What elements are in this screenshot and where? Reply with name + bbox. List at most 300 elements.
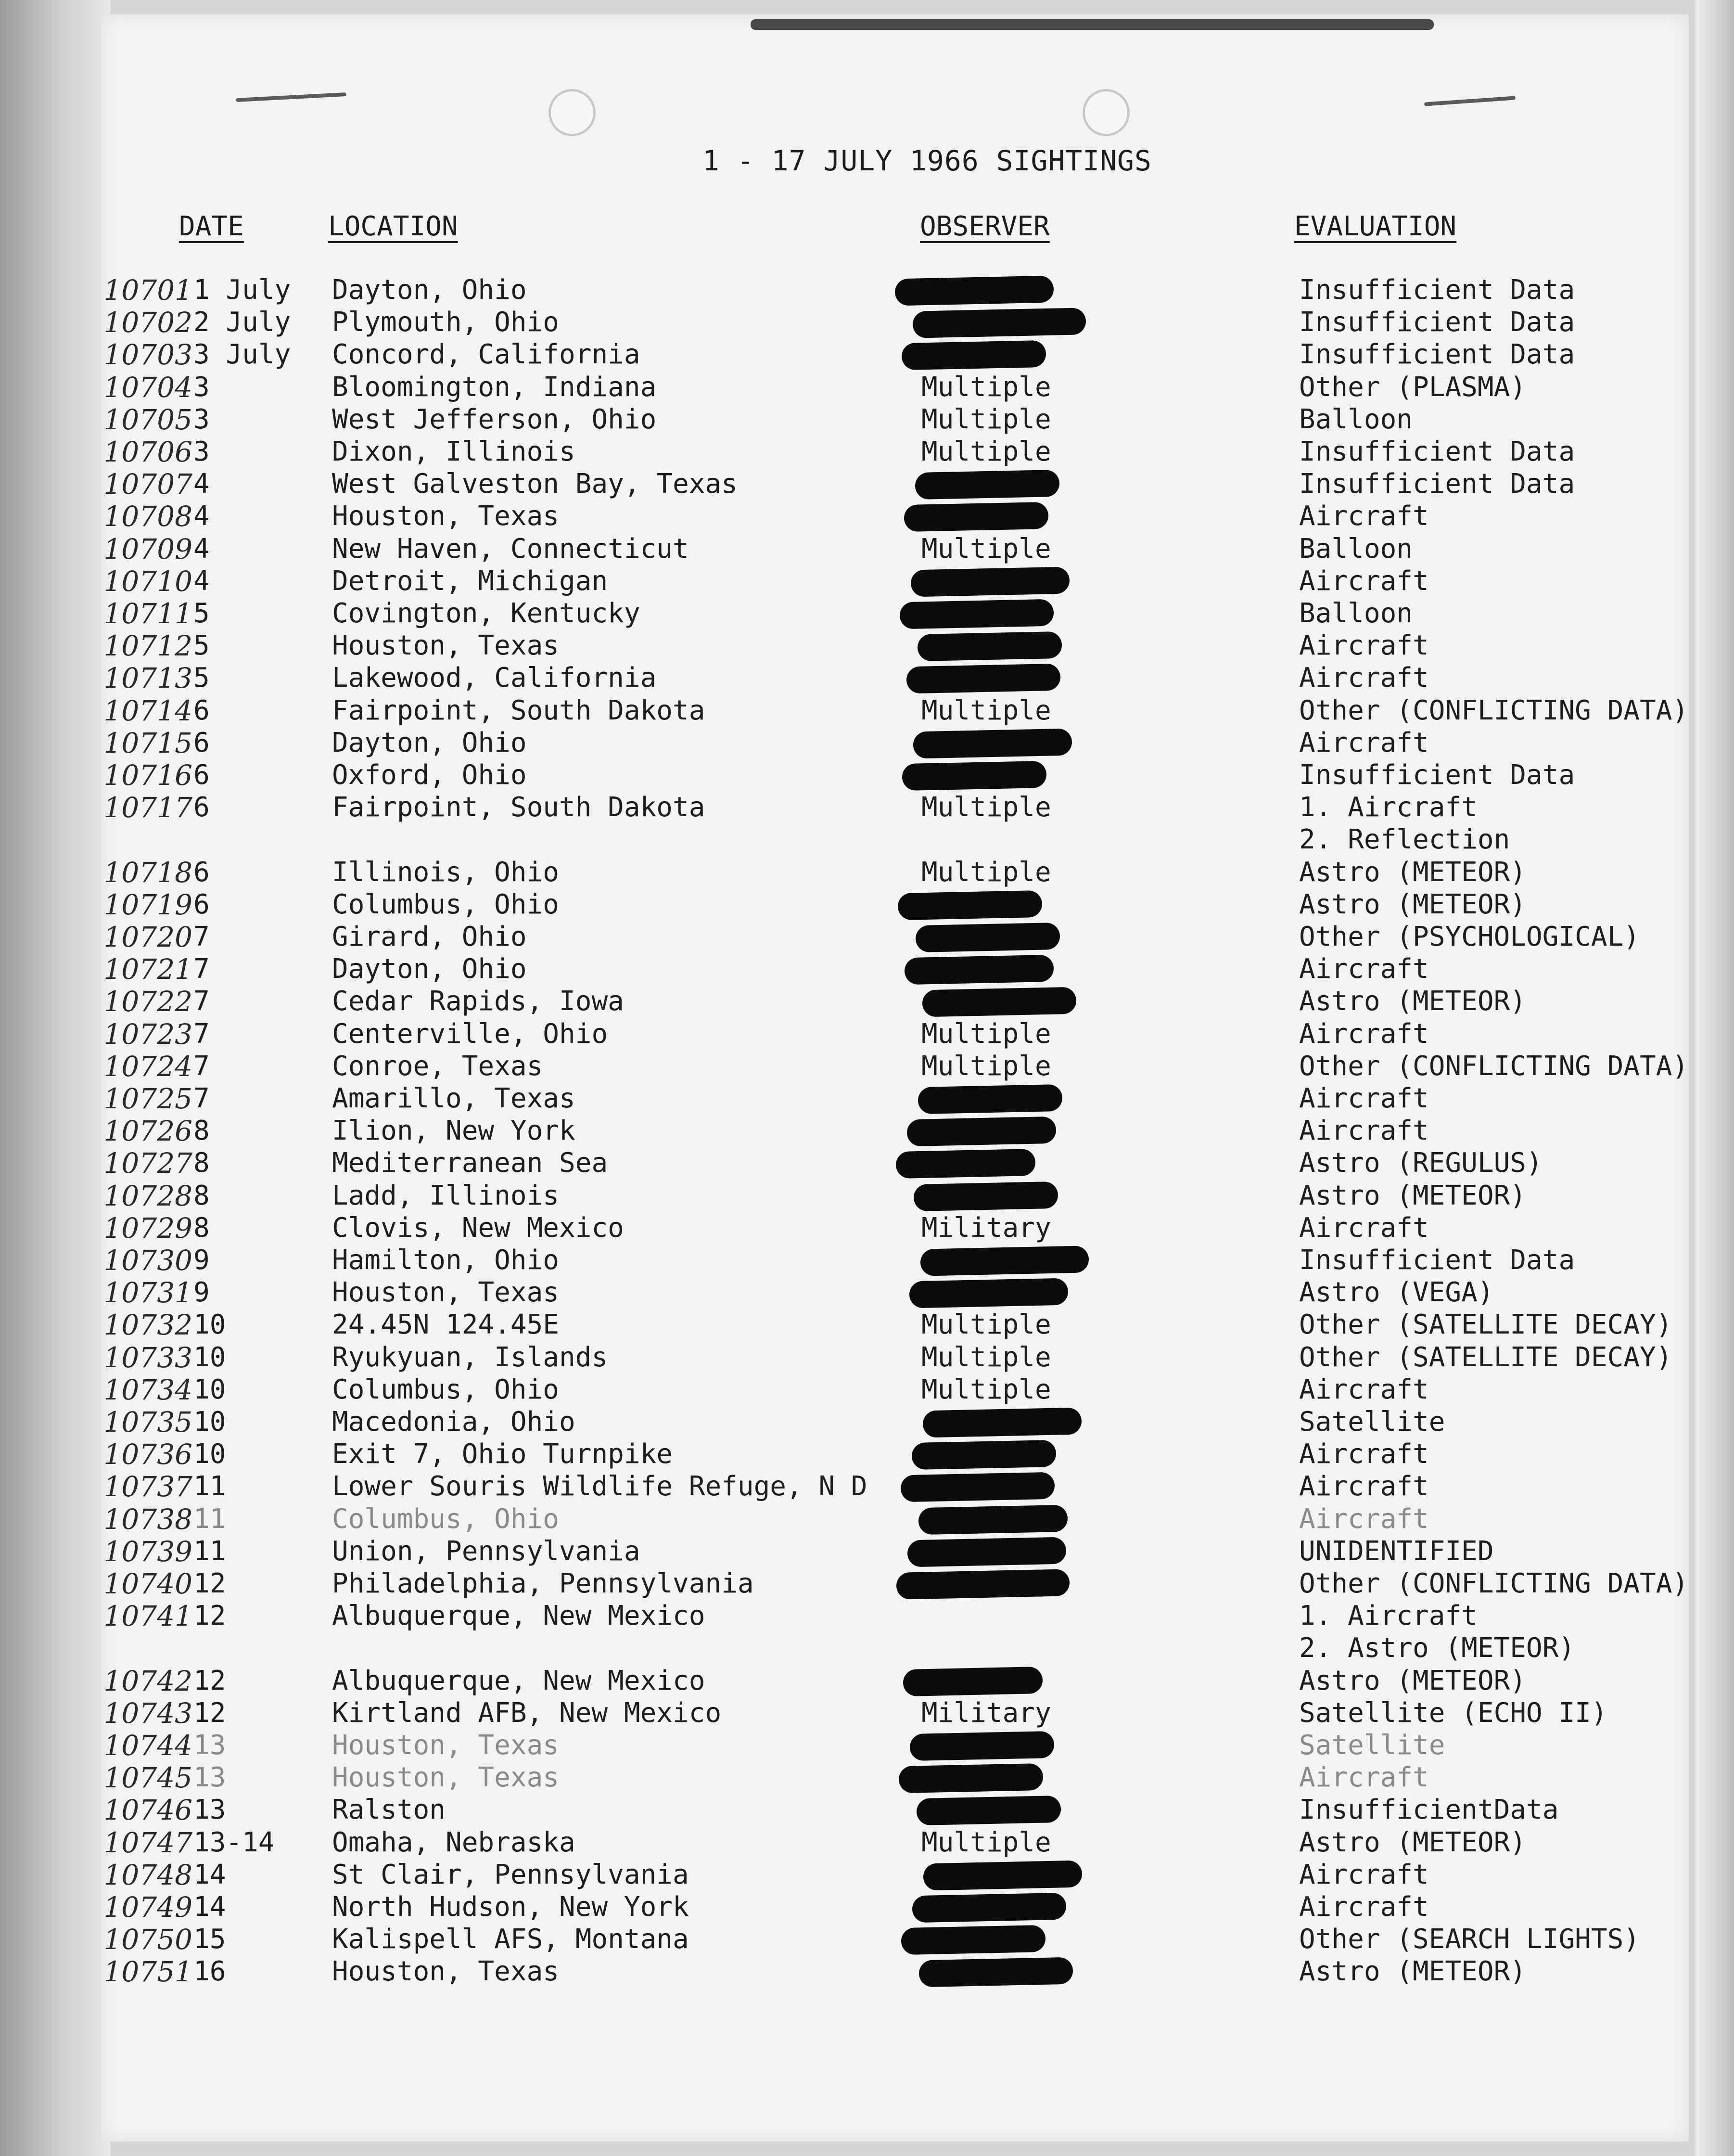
evaluation: Aircraft [1299, 1115, 1429, 1146]
table-row-continuation [0, 824, 1734, 856]
table-row [0, 1051, 1734, 1082]
evaluation: Astro (METEOR) [1299, 986, 1527, 1017]
redaction-mark [917, 631, 1062, 661]
table-row [0, 1471, 1734, 1502]
evaluation: Aircraft [1299, 565, 1429, 597]
evaluation: Astro (METEOR) [1299, 857, 1527, 888]
evaluation: 1. Aircraft [1299, 792, 1478, 823]
sighting-location: Albuquerque, New Mexico [332, 1600, 705, 1631]
evaluation: Insufficient Data [1299, 759, 1575, 791]
sighting-date: 5 [193, 662, 210, 693]
sighting-location: Concord, California [332, 339, 640, 370]
case-number: 10718 [103, 856, 192, 889]
case-number: 10702 [103, 306, 192, 339]
redaction-mark [920, 1245, 1089, 1276]
redaction-mark [913, 729, 1072, 759]
sighting-date: 7 [193, 1051, 210, 1082]
redaction-mark [903, 1667, 1043, 1696]
case-number: 10713 [103, 662, 192, 694]
case-number: 10724 [103, 1050, 192, 1083]
case-number: 10728 [103, 1180, 192, 1212]
table-row [0, 662, 1734, 694]
sighting-date: 6 [193, 695, 210, 726]
table-row-continuation [0, 1632, 1734, 1664]
redaction-mark [915, 923, 1060, 952]
sighting-date: 10 [193, 1309, 226, 1340]
case-number: 10738 [103, 1503, 192, 1536]
evaluation: Insufficient Data [1299, 468, 1575, 500]
evaluation: Insufficient Data [1299, 1245, 1575, 1276]
case-number: 10742 [103, 1665, 192, 1697]
evaluation: Aircraft [1299, 1083, 1429, 1114]
sighting-location: West Jefferson, Ohio [332, 404, 657, 435]
redaction-mark [904, 502, 1048, 532]
redaction-mark [902, 761, 1046, 791]
sighting-date: 3 July [193, 339, 291, 370]
sighting-location: Dayton, Ohio [332, 727, 527, 758]
sighting-location: Union, Pennsylvania [332, 1536, 640, 1567]
sighting-date: 6 [193, 759, 210, 791]
observer-name: Multiple [921, 1309, 1051, 1340]
sighting-location: New Haven, Connecticut [332, 533, 689, 565]
redaction-mark [897, 890, 1042, 920]
table-row [0, 1665, 1734, 1697]
sighting-location: Dayton, Ohio [332, 274, 527, 306]
sighting-location: Plymouth, Ohio [332, 307, 560, 338]
evaluation-secondary: 2. Reflection [1299, 824, 1510, 855]
redaction-mark [915, 470, 1059, 500]
evaluation: InsufficientData [1299, 1794, 1559, 1825]
table-row [0, 436, 1734, 468]
sighting-date: 10 [193, 1342, 226, 1373]
case-number: 10723 [103, 1018, 192, 1051]
evaluation: Aircraft [1299, 1374, 1429, 1405]
case-number: 10708 [103, 500, 192, 533]
observer-name: Multiple [921, 404, 1051, 435]
evaluation: Other (CONFLICTING DATA) [1299, 1051, 1689, 1082]
case-number: 10725 [103, 1082, 192, 1115]
evaluation: Aircraft [1299, 1762, 1429, 1793]
redaction-mark [918, 1957, 1073, 1988]
table-row [0, 1147, 1734, 1179]
redaction-mark [922, 1408, 1082, 1438]
case-number: 10732 [103, 1309, 192, 1341]
case-number: 10707 [103, 468, 192, 500]
sighting-date: 6 [193, 857, 210, 888]
sighting-location: Ladd, Illinois [332, 1180, 560, 1211]
evaluation: Satellite [1299, 1730, 1445, 1761]
redaction-mark [898, 1763, 1043, 1793]
case-number: 10727 [103, 1147, 192, 1180]
sighting-date: 7 [193, 1018, 210, 1050]
redaction-mark [918, 1505, 1068, 1535]
table-row [0, 953, 1734, 985]
table-row [0, 1891, 1734, 1923]
sighting-location: Cedar Rapids, Iowa [332, 986, 624, 1017]
case-number: 10721 [103, 953, 192, 986]
evaluation: Aircraft [1299, 662, 1429, 693]
case-number: 10746 [103, 1794, 192, 1826]
table-row [0, 630, 1734, 662]
case-number: 10744 [103, 1729, 192, 1762]
sighting-date: 10 [193, 1438, 226, 1470]
table-row [0, 1180, 1734, 1212]
sighting-date: 13 [193, 1762, 226, 1793]
observer-name: Multiple [921, 857, 1051, 888]
case-number: 10710 [103, 565, 192, 598]
evaluation: Other (CONFLICTING DATA) [1299, 1568, 1689, 1599]
sighting-location: Columbus, Ohio [332, 1503, 560, 1535]
case-number: 10720 [103, 921, 192, 953]
evaluation: Balloon [1299, 533, 1413, 565]
sighting-date: 4 [193, 565, 210, 597]
redaction-mark [896, 1569, 1070, 1600]
case-number: 10735 [103, 1406, 192, 1438]
punch-hole-right [1083, 89, 1130, 136]
case-number: 10701 [103, 274, 192, 307]
redaction-mark [923, 1861, 1082, 1891]
sighting-location: Mediterranean Sea [332, 1147, 608, 1179]
redaction-mark [901, 1925, 1046, 1955]
table-row [0, 372, 1734, 403]
redaction-mark [900, 1472, 1055, 1502]
redaction-mark [911, 1440, 1056, 1470]
sighting-location: Girard, Ohio [332, 921, 527, 952]
evaluation: Aircraft [1299, 1212, 1429, 1244]
table-row [0, 1600, 1734, 1632]
evaluation: Astro (METEOR) [1299, 1665, 1527, 1696]
table-row [0, 500, 1734, 532]
case-number: 10711 [103, 597, 192, 630]
sighting-date: 9 [193, 1277, 210, 1308]
table-row [0, 1277, 1734, 1309]
evaluation: Other (PSYCHOLOGICAL) [1299, 921, 1640, 952]
sighting-location: Houston, Texas [332, 500, 560, 532]
evaluation: Other (SATELLITE DECAY) [1299, 1342, 1672, 1373]
sighting-location: Columbus, Ohio [332, 889, 560, 920]
sighting-date: 5 [193, 598, 210, 629]
sighting-location: Houston, Texas [332, 1277, 560, 1308]
evaluation: Aircraft [1299, 500, 1429, 532]
redaction-mark [912, 308, 1086, 338]
observer-name: Multiple [921, 533, 1051, 565]
evaluation: Aircraft [1299, 1438, 1429, 1470]
evaluation: Other (SATELLITE DECAY) [1299, 1309, 1672, 1340]
sighting-date: 4 [193, 468, 210, 500]
sighting-date: 6 [193, 889, 210, 920]
sighting-location: Dixon, Illinois [332, 436, 575, 467]
redaction-mark [907, 1537, 1066, 1567]
sighting-date: 3 [193, 436, 210, 467]
sighting-location: Clovis, New Mexico [332, 1212, 624, 1244]
table-row [0, 1342, 1734, 1373]
evaluation: Aircraft [1299, 1891, 1429, 1923]
sighting-date: 7 [193, 1083, 210, 1114]
evaluation: Aircraft [1299, 630, 1429, 661]
sighting-location: Fairpoint, South Dakota [332, 792, 705, 823]
redaction-mark [916, 1796, 1061, 1825]
case-number: 10715 [103, 727, 192, 759]
table-row [0, 565, 1734, 597]
redaction-mark [901, 340, 1046, 370]
table-row [0, 759, 1734, 791]
sighting-location: Lower Souris Wildlife Refuge, N D [332, 1471, 867, 1502]
column-header-observer: OBSERVER [920, 211, 1050, 242]
case-number: 10739 [103, 1535, 192, 1568]
evaluation: Balloon [1299, 404, 1413, 435]
sighting-location: Dayton, Ohio [332, 953, 527, 985]
sighting-date: 12 [193, 1568, 226, 1599]
observer-name: Multiple [921, 372, 1051, 403]
sighting-date: 9 [193, 1245, 210, 1276]
table-row [0, 727, 1734, 759]
scan-top-shadow [751, 19, 1434, 30]
table-row [0, 274, 1734, 306]
sighting-location: St Clair, Pennsylvania [332, 1859, 689, 1890]
table-row [0, 1956, 1734, 1988]
observer-name: Multiple [921, 695, 1051, 726]
redaction-mark [913, 1181, 1058, 1211]
table-row [0, 339, 1734, 371]
sighting-date: 11 [193, 1471, 226, 1502]
sighting-date: 7 [193, 921, 210, 952]
sighting-location: Detroit, Michigan [332, 565, 608, 597]
evaluation: Aircraft [1299, 953, 1429, 985]
sighting-date: 3 [193, 372, 210, 403]
redaction-mark [906, 664, 1060, 694]
table-row [0, 1730, 1734, 1761]
observer-name: Multiple [921, 1018, 1051, 1050]
sighting-location: Centerville, Ohio [332, 1018, 608, 1050]
case-number: 10704 [103, 371, 192, 404]
table-row [0, 598, 1734, 629]
case-number: 10733 [103, 1341, 192, 1374]
page-title: 1 - 17 JULY 1966 SIGHTINGS [702, 144, 1152, 177]
table-row [0, 1924, 1734, 1955]
case-number: 10719 [103, 888, 192, 921]
case-number: 10706 [103, 436, 192, 468]
table-row [0, 921, 1734, 953]
sighting-date: 13 [193, 1730, 226, 1761]
redaction-mark [906, 1116, 1056, 1146]
table-row [0, 1503, 1734, 1535]
case-number: 10740 [103, 1567, 192, 1600]
table-row [0, 1115, 1734, 1147]
redaction-mark [899, 599, 1054, 629]
sighting-date: 4 [193, 500, 210, 532]
observer-name: Multiple [921, 436, 1051, 467]
evaluation: Astro (METEOR) [1299, 889, 1527, 920]
observer-name: Military [921, 1697, 1051, 1729]
sighting-location: Albuquerque, New Mexico [332, 1665, 705, 1696]
case-number: 10714 [103, 694, 192, 727]
evaluation: Balloon [1299, 598, 1413, 629]
case-number: 10729 [103, 1212, 192, 1245]
column-header-location: LOCATION [328, 211, 458, 242]
sighting-location: Ryukyuan, Islands [332, 1342, 608, 1373]
table-row [0, 1859, 1734, 1891]
sighting-location: West Galveston Bay, Texas [332, 468, 738, 500]
evaluation: Astro (METEOR) [1299, 1956, 1527, 1987]
table-row [0, 1212, 1734, 1244]
sighting-location: Macedonia, Ohio [332, 1406, 575, 1437]
table-row [0, 533, 1734, 565]
sighting-date: 8 [193, 1212, 210, 1244]
sighting-location: Conroe, Texas [332, 1051, 543, 1082]
table-row [0, 468, 1734, 500]
case-number: 10745 [103, 1761, 192, 1794]
sighting-date: 10 [193, 1406, 226, 1437]
sighting-location: 24.45N 124.45E [332, 1309, 560, 1340]
table-row [0, 1762, 1734, 1794]
redaction-mark [904, 955, 1054, 985]
sighting-location: Oxford, Ohio [332, 759, 527, 791]
sighting-location: Columbus, Ohio [332, 1374, 560, 1405]
sighting-date: 7 [193, 986, 210, 1017]
evaluation: Insufficient Data [1299, 307, 1575, 338]
evaluation: Aircraft [1299, 1859, 1429, 1890]
evaluation: Aircraft [1299, 1471, 1429, 1502]
sighting-date: 5 [193, 630, 210, 661]
sighting-location: Covington, Kentucky [332, 598, 640, 629]
observer-name: Multiple [921, 1827, 1051, 1858]
sighting-date: 8 [193, 1115, 210, 1146]
observer-name: Multiple [921, 792, 1051, 823]
sighting-date: 6 [193, 792, 210, 823]
table-row [0, 1406, 1734, 1438]
sighting-date: 8 [193, 1180, 210, 1211]
table-row [0, 889, 1734, 921]
redaction-mark [922, 987, 1076, 1017]
case-number: 10705 [103, 403, 192, 436]
case-number: 10731 [103, 1276, 192, 1309]
evaluation: Astro (REGULUS) [1299, 1147, 1543, 1179]
table-row [0, 1827, 1734, 1859]
sighting-location: Ralston [332, 1794, 446, 1825]
evaluation: Insufficient Data [1299, 274, 1575, 306]
sighting-location: Hamilton, Ohio [332, 1245, 560, 1276]
table-row [0, 1568, 1734, 1600]
observer-name: Multiple [921, 1374, 1051, 1405]
case-number: 10712 [103, 629, 192, 662]
evaluation: Other (PLASMA) [1299, 372, 1527, 403]
table-row [0, 307, 1734, 338]
table-row [0, 1794, 1734, 1826]
sighting-location: Illinois, Ohio [332, 857, 560, 888]
sighting-date: 12 [193, 1697, 226, 1729]
sighting-date: 12 [193, 1665, 226, 1696]
sighting-date: 15 [193, 1924, 226, 1955]
evaluation: Satellite [1299, 1406, 1445, 1437]
case-number: 10743 [103, 1697, 192, 1730]
sighting-date: 2 July [193, 307, 291, 338]
table-row [0, 1083, 1734, 1115]
table-row [0, 695, 1734, 727]
sighting-location: Kirtland AFB, New Mexico [332, 1697, 722, 1729]
table-row [0, 1374, 1734, 1406]
sighting-date: 11 [193, 1536, 226, 1567]
case-number: 10730 [103, 1244, 192, 1277]
evaluation: Satellite (ECHO II) [1299, 1697, 1607, 1729]
case-number: 10747 [103, 1826, 192, 1859]
case-number: 10722 [103, 985, 192, 1018]
sighting-location: Houston, Texas [332, 630, 560, 661]
case-number: 10726 [103, 1115, 192, 1147]
sighting-location: Kalispell AFS, Montana [332, 1924, 689, 1955]
observer-name: Multiple [921, 1342, 1051, 1373]
table-row [0, 857, 1734, 888]
redaction-mark [909, 1278, 1068, 1309]
table-row [0, 792, 1734, 823]
sighting-date: 4 [193, 533, 210, 565]
sighting-date: 7 [193, 953, 210, 985]
sighting-date: 12 [193, 1600, 226, 1631]
table-row [0, 986, 1734, 1017]
evaluation: Other (SEARCH LIGHTS) [1299, 1924, 1640, 1955]
sighting-date: 14 [193, 1859, 226, 1890]
case-number: 10717 [103, 791, 192, 824]
evaluation-secondary: 2. Astro (METEOR) [1299, 1632, 1575, 1664]
table-row [0, 1536, 1734, 1567]
sighting-location: Ilion, New York [332, 1115, 575, 1146]
case-number: 10734 [103, 1373, 192, 1406]
evaluation: UNIDENTIFIED [1299, 1536, 1494, 1567]
sighting-date: 8 [193, 1147, 210, 1179]
case-number: 10703 [103, 338, 192, 371]
case-number: 10750 [103, 1923, 192, 1956]
sighting-date: 3 [193, 404, 210, 435]
table-row [0, 404, 1734, 436]
table-row [0, 1018, 1734, 1050]
column-header-evaluation: EVALUATION [1294, 211, 1457, 242]
case-number: 10736 [103, 1438, 192, 1471]
case-number: 10751 [103, 1955, 192, 1988]
evaluation: Aircraft [1299, 727, 1429, 758]
redaction-mark [894, 276, 1054, 306]
redaction-mark [895, 1149, 1035, 1179]
sighting-date: 14 [193, 1891, 226, 1923]
table-row [0, 1309, 1734, 1341]
redaction-mark [912, 1893, 1066, 1923]
table-row [0, 1697, 1734, 1729]
sighting-date: 10 [193, 1374, 226, 1405]
punch-hole-left [548, 89, 596, 136]
sighting-location: Omaha, Nebraska [332, 1827, 575, 1858]
evaluation: Insufficient Data [1299, 339, 1575, 370]
sighting-date: 1 July [193, 274, 291, 306]
sighting-date: 11 [193, 1503, 226, 1535]
table-row [0, 1438, 1734, 1470]
evaluation: 1. Aircraft [1299, 1600, 1478, 1631]
sighting-location: North Hudson, New York [332, 1891, 689, 1923]
evaluation: Aircraft [1299, 1503, 1429, 1535]
sighting-location: Houston, Texas [332, 1956, 560, 1987]
redaction-mark [910, 567, 1070, 597]
sighting-date: 16 [193, 1956, 226, 1987]
evaluation: Insufficient Data [1299, 436, 1575, 467]
redaction-mark [918, 1084, 1062, 1114]
sighting-location: Bloomington, Indiana [332, 372, 657, 403]
evaluation: Astro (METEOR) [1299, 1827, 1527, 1858]
sighting-location: Exit 7, Ohio Turnpike [332, 1438, 673, 1470]
case-number: 10737 [103, 1470, 192, 1503]
sighting-location: Houston, Texas [332, 1730, 560, 1761]
evaluation: Astro (VEGA) [1299, 1277, 1494, 1308]
evaluation: Other (CONFLICTING DATA) [1299, 695, 1689, 726]
sighting-location: Lakewood, California [332, 662, 657, 693]
sighting-location: Philadelphia, Pennsylvania [332, 1568, 754, 1599]
sighting-date: 13-14 [193, 1827, 275, 1858]
